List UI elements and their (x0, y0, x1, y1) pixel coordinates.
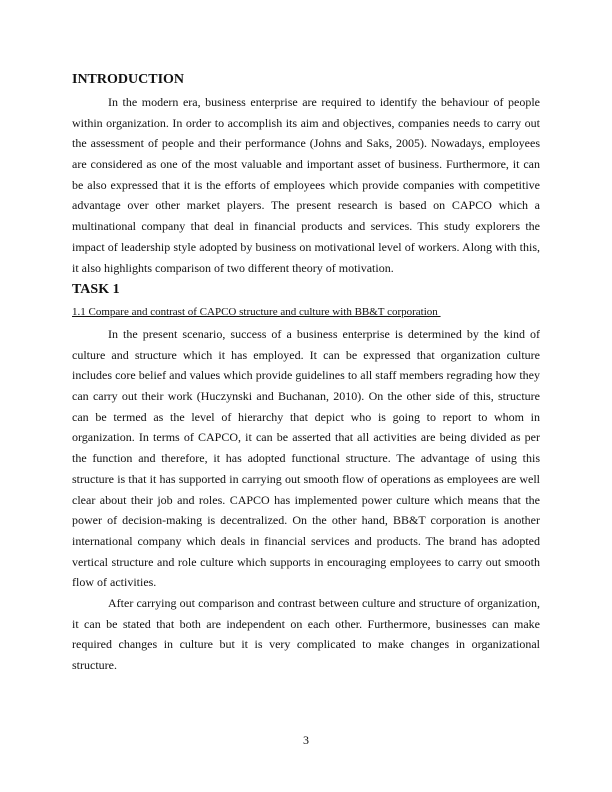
text-line: it also highlights comparison of two different theory of motivation. (72, 260, 394, 275)
text-line: the function and therefore, it has adopted functional structure. The advantage of using this (72, 451, 540, 466)
text-line: the assessment of people and their performance (Johns and Saks, 2005). Nowadays, employees (72, 136, 540, 151)
text-line: In the present scenario, success of a business enterprise is determined by the kind of (108, 327, 540, 341)
text-line: organization. In terms of CAPCO, it can be asserted that all activities are being divided as per (72, 430, 540, 445)
task1-paragraph-2 (72, 593, 540, 676)
text-line: structure is that it has supported in carrying out smooth flow of operations as employees are well (72, 471, 540, 486)
text-line: international company which deals in financial services and products. The brand has adopted (72, 533, 540, 548)
text-line: includes core belief and values which provide guidelines to all staff members regrading how they (72, 368, 540, 383)
text-line: be also expressed that it is the efforts of employees which provide companies with competitive (72, 177, 540, 192)
text-line: required changes in culture but it is very complicated to make changes in organizational (72, 637, 540, 652)
text-line: In the modern era, business enterprise are required to identify the behaviour of people (108, 95, 540, 109)
text-line: vertical structure and role culture which supports in encouraging employees to carry out smooth (72, 554, 540, 569)
text-line: it can be stated that both are independent on each other. Furthermore, businesses can make (72, 616, 540, 631)
task1-heading: TASK 1 (72, 282, 120, 297)
text-line: After carrying out comparison and contrast between culture and structure of organization, (108, 596, 540, 610)
text-line: impact of leadership style adopted by business on motivational level of workers. Along with this, (72, 239, 540, 254)
introduction-heading: INTRODUCTION (72, 72, 185, 87)
text-line: multinational company that deal in financial products and services. This study explorers the (72, 219, 540, 234)
text-line: advantage over other market players. The present research is based on CAPCO which a (72, 198, 540, 213)
text-line: flow of activities. (72, 575, 157, 590)
text-line: structure. (72, 658, 117, 673)
page-number: 3 (303, 733, 309, 747)
text-line: clear about their job and roles. CAPCO has implemented power culture which means that the (72, 492, 540, 507)
task1-paragraph-1 (72, 324, 540, 593)
introduction-paragraph (72, 92, 540, 278)
text-line: can be termed as the level of hierarchy that depict who is going to report to whom in (72, 409, 540, 424)
task1-subheading: 1.1 Compare and contrast of CAPCO structure and culture with BB&T corporation (72, 306, 441, 318)
text-line: culture and structure which it has employed. It can be expressed that organization culture (72, 347, 540, 362)
text-line: power of decision-making is decentralized. On the other hand, BB&T corporation is another (72, 513, 540, 528)
text-line: are considered as one of the most valuable and important asset of business. Furthermore, it can (72, 157, 540, 172)
text-line: within organization. In order to accomplish its aim and objectives, companies needs to carry out (72, 115, 540, 130)
text-line: can carry out their work (Huczynski and Buchanan, 2010). On the other side of this, structure (72, 389, 540, 404)
